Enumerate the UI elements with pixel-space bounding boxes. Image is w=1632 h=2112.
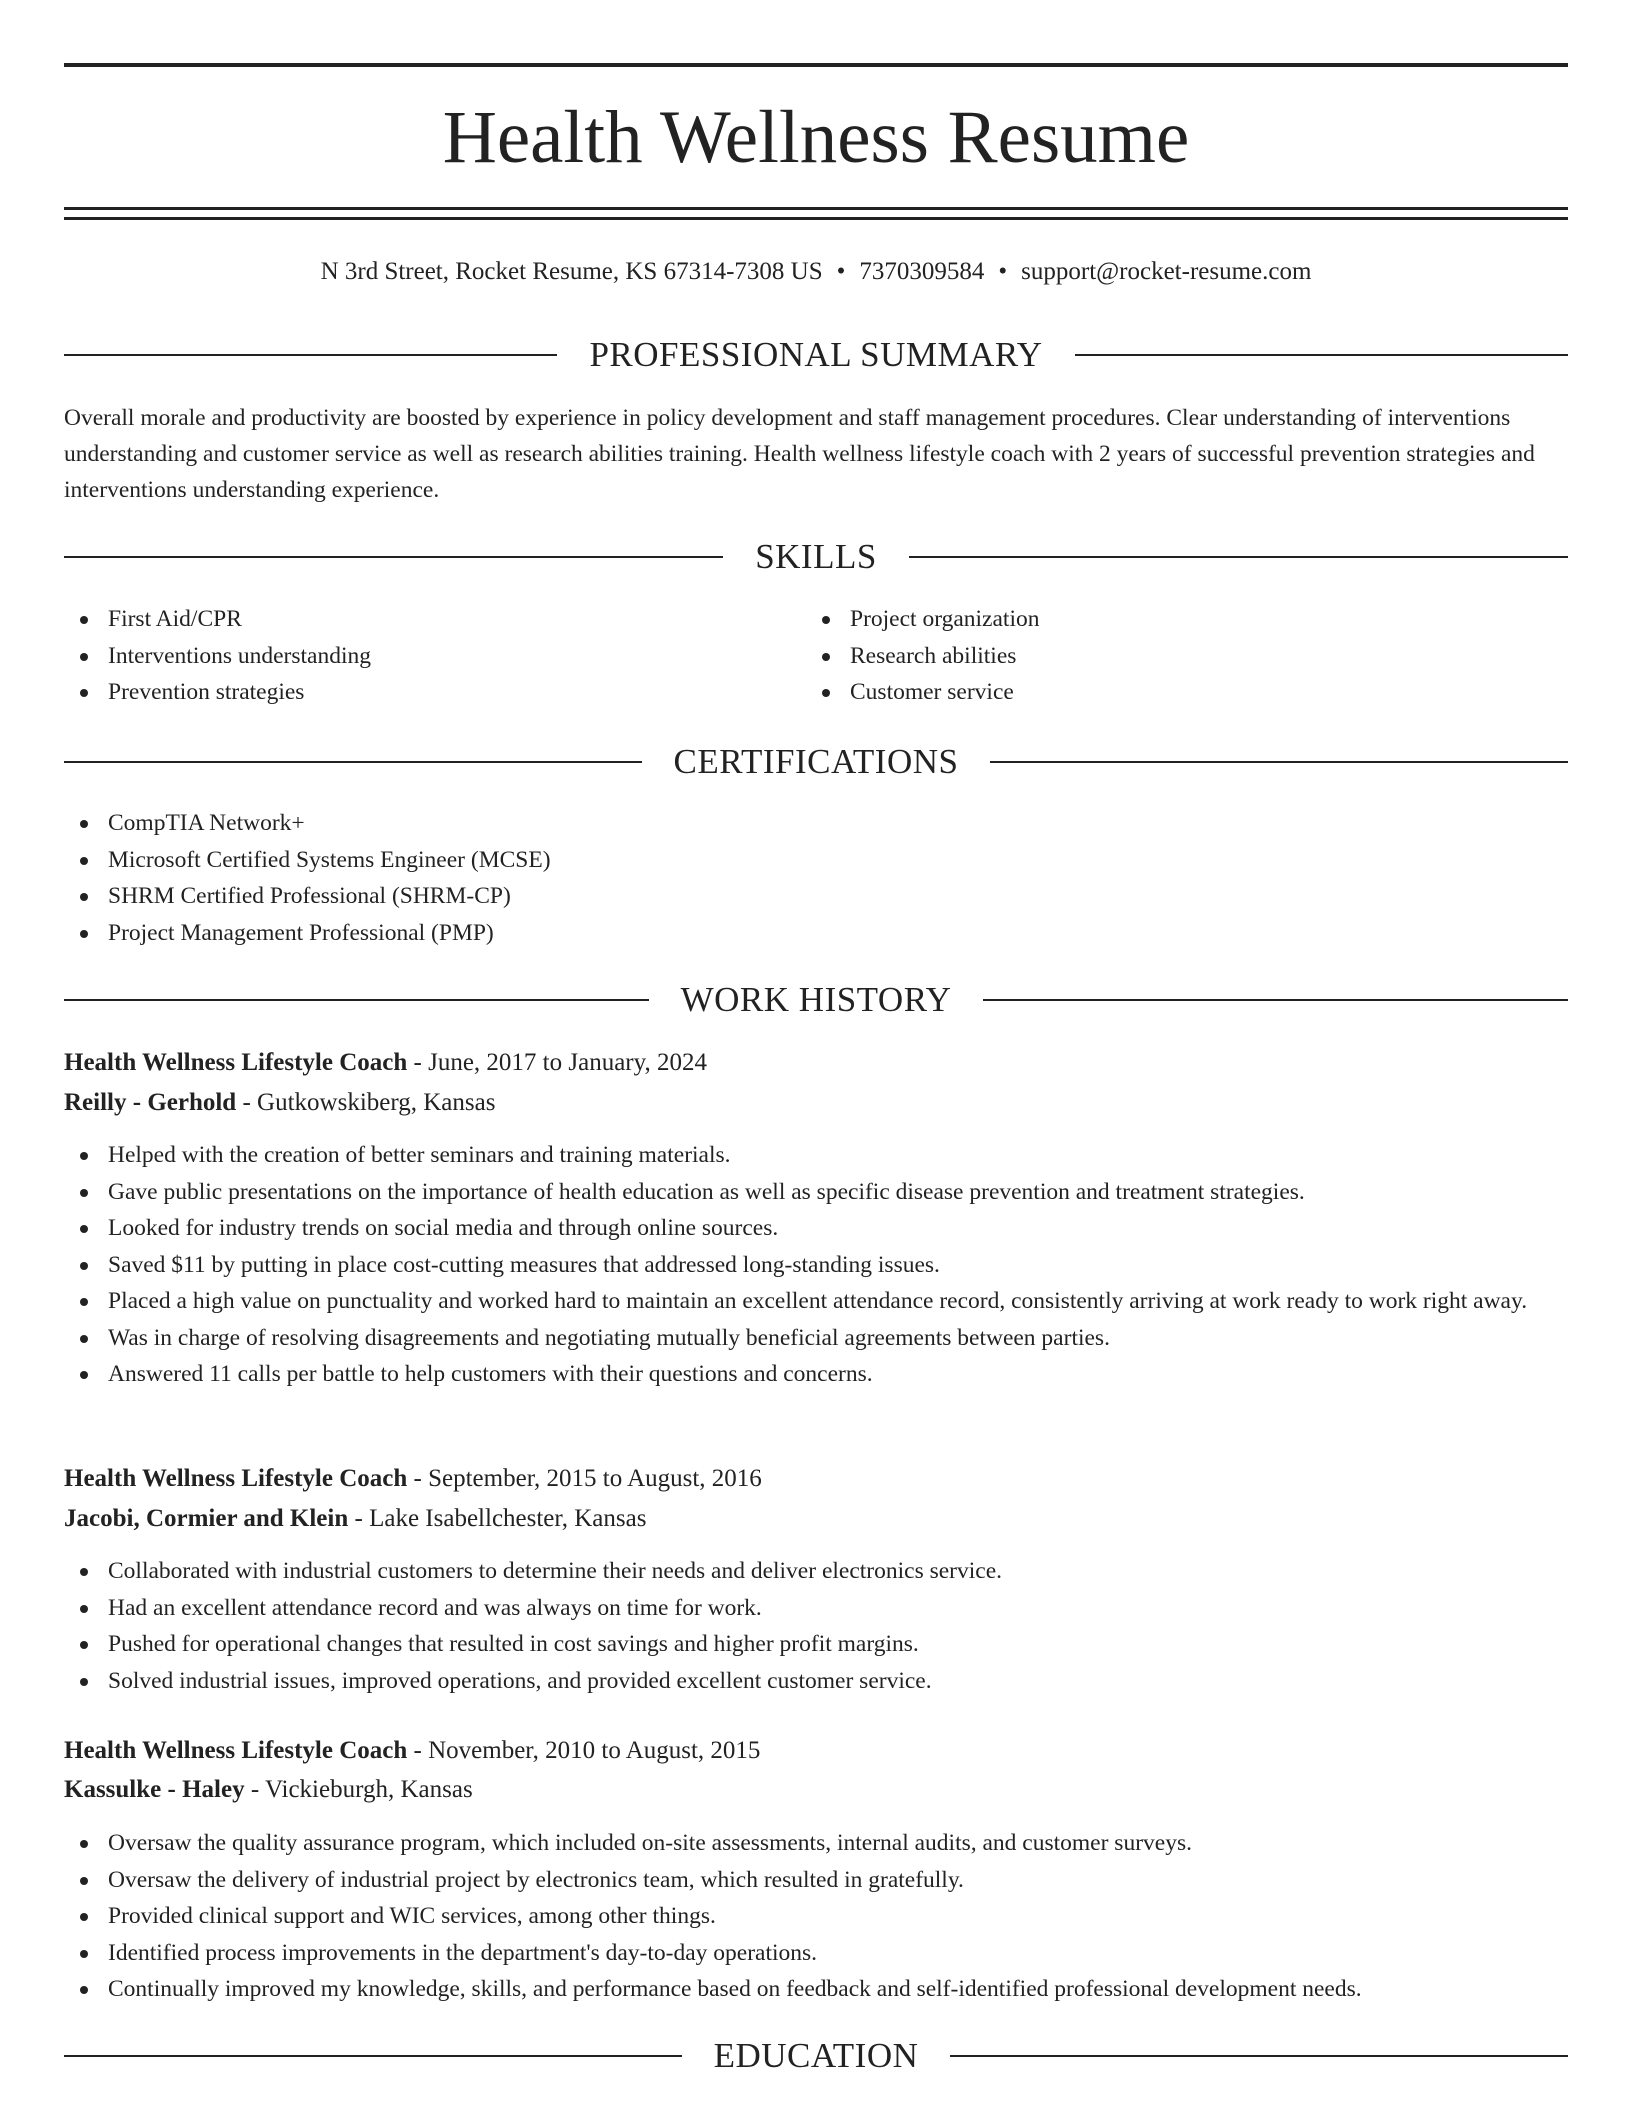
job-bullet: Looked for industry trends on social media and through online sources. (64, 1210, 1568, 1247)
job-bullet: Gave public presentations on the importance of health education as well as specific disease prevention and treatment strategies. (64, 1174, 1568, 1211)
summary-text: Overall morale and productivity are boosted by experience in policy development and staff management procedures. Clear understanding of interventions understanding and customer service as well as research abilities training. Health wellness lifestyle coach with 2 years of successful prevention strategies and interventions understanding experience. (64, 405, 1535, 503)
summary-heading-label: PROFESSIONAL SUMMARY (589, 335, 1043, 374)
skills-heading-label: SKILLS (755, 537, 877, 576)
heading-rule (64, 2055, 682, 2057)
skill-item: First Aid/CPR (64, 601, 744, 638)
contact-phone: 7370309584 (859, 258, 985, 285)
job-location: - Lake Isabellchester, Kansas (348, 1505, 647, 1532)
skills-heading (64, 535, 1568, 579)
job-company: Jacobi, Cormier and Klein (64, 1505, 349, 1532)
job-bullets (64, 1825, 1568, 2008)
job-title: Health Wellness Lifestyle Coach (64, 1737, 408, 1764)
job-bullet: Had an excellent attendance record and was always on time for work. (64, 1590, 1568, 1627)
job-bullet: Identified process improvements in the department's day-to-day operations. (64, 1935, 1568, 1972)
certifications-heading (64, 740, 1568, 784)
job-bullet: Provided clinical support and WIC services, among other things. (64, 1898, 1568, 1935)
summary-heading (64, 333, 1568, 377)
skill-item: Customer service (806, 674, 1506, 711)
job-title: Health Wellness Lifestyle Coach (64, 1049, 408, 1076)
job-company-line (64, 1499, 1568, 1539)
heading-rule (64, 354, 557, 356)
contact-line (64, 252, 1568, 292)
resume-title: Health Wellness Resume (442, 96, 1190, 179)
job-bullets (64, 1553, 1568, 1699)
contact-address: N 3rd Street, Rocket Resume, KS 67314-7308 US (320, 258, 823, 285)
job-company: Kassulke - Haley (64, 1776, 245, 1803)
job-location: - Gutkowskiberg, Kansas (236, 1089, 496, 1116)
education-heading-label: EDUCATION (713, 2036, 919, 2075)
job-bullet: Oversaw the delivery of industrial project by electronics team, which resulted in gratefully. (64, 1862, 1568, 1899)
heading-rule (1075, 354, 1568, 356)
education-heading (64, 2034, 1568, 2078)
job-bullet: Collaborated with industrial customers to determine their needs and deliver electronics service. (64, 1553, 1568, 1590)
job-dates: - June, 2017 to January, 2024 (407, 1049, 708, 1076)
job-bullet: Continually improved my knowledge, skills, and performance based on feedback and self-identified professional development needs. (64, 1971, 1568, 2008)
job-company-line (64, 1083, 1568, 1123)
job-title-line (64, 1043, 1568, 1083)
skill-item: Prevention strategies (64, 674, 744, 711)
job-bullet: Pushed for operational changes that resulted in cost savings and higher profit margins. (64, 1626, 1568, 1663)
heading-rule (64, 761, 642, 763)
skills-list-right (806, 601, 1506, 711)
job-title-line (64, 1459, 1568, 1499)
job-bullet: Solved industrial issues, improved operations, and provided excellent customer service. (64, 1663, 1568, 1700)
certification-item: CompTIA Network+ (64, 805, 1504, 842)
heading-rule (950, 2055, 1568, 2057)
heading-rule (983, 999, 1568, 1001)
job-company-line (64, 1770, 1568, 1810)
skills-list-left (64, 601, 744, 711)
skill-item: Research abilities (806, 638, 1506, 675)
work-history-heading-label: WORK HISTORY (680, 980, 952, 1019)
job-bullet: Helped with the creation of better seminars and training materials. (64, 1137, 1568, 1174)
heading-rule (990, 761, 1568, 763)
contact-separator: • (836, 258, 846, 285)
certifications-list (64, 805, 1504, 951)
job-bullet: Saved $11 by putting in place cost-cutting measures that addressed long-standing issues. (64, 1247, 1568, 1284)
job-title: Health Wellness Lifestyle Coach (64, 1465, 408, 1492)
heading-rule (64, 999, 649, 1001)
skill-item: Interventions understanding (64, 638, 744, 675)
job-bullet: Oversaw the quality assurance program, which included on-site assessments, internal audits, and customer surveys. (64, 1825, 1568, 1862)
heading-rule (909, 556, 1568, 558)
job-dates: - September, 2015 to August, 2016 (407, 1465, 762, 1492)
job-bullet: Placed a high value on punctuality and worked hard to maintain an excellent attendance record, consistently arriving at work ready to work right away. (64, 1283, 1568, 1320)
certifications-heading-label: CERTIFICATIONS (673, 742, 959, 781)
job-title-line (64, 1731, 1568, 1771)
job-company: Reilly - Gerhold (64, 1089, 237, 1116)
certification-item: Project Management Professional (PMP) (64, 915, 1504, 952)
skill-item: Project organization (806, 601, 1506, 638)
top-rule (64, 63, 1568, 67)
title-double-rule (64, 207, 1568, 221)
job-bullet: Answered 11 calls per battle to help customers with their questions and concerns. (64, 1356, 1568, 1393)
work-history-heading (64, 978, 1568, 1022)
contact-separator: • (998, 258, 1008, 285)
job-bullet: Was in charge of resolving disagreements and negotiating mutually beneficial agreements between parties. (64, 1320, 1568, 1357)
certification-item: SHRM Certified Professional (SHRM-CP) (64, 878, 1504, 915)
certification-item: Microsoft Certified Systems Engineer (MCSE) (64, 842, 1504, 879)
contact-email: support@rocket-resume.com (1021, 258, 1312, 285)
heading-rule (64, 556, 723, 558)
job-location: - Vickieburgh, Kansas (244, 1776, 473, 1803)
job-dates: - November, 2010 to August, 2015 (407, 1737, 761, 1764)
job-bullets (64, 1137, 1568, 1393)
